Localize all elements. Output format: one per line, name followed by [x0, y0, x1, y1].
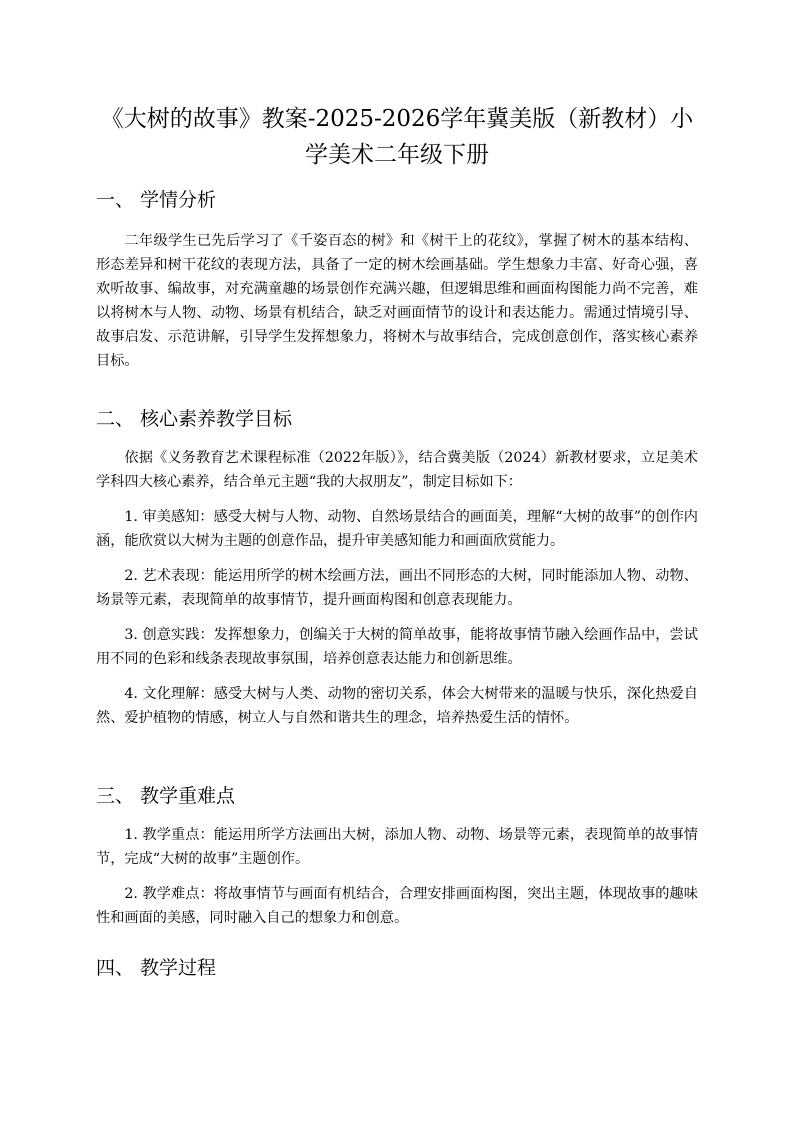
paragraph-goal-expression: 2. 艺术表现：能运用所学的树木绘画方法，画出不同形态的大树，同时能添加人物、动物、场景等元素，表现简单的故事情节，提升画面构图和创意表现能力。: [96, 568, 698, 608]
document-title: 《大树的故事》教案-2025-2026学年冀美版（新教材）小学美术二年级下册: [100, 106, 694, 168]
paragraph-goal-practice: 3. 创意实践：发挥想象力，创编关于大树的简单故事，能将故事情节融入绘画作品中，尝试用不同的色彩和线条表现故事氛围，培养创意表达能力和创新思维。: [96, 627, 698, 667]
paragraph-goal-aesthetic: 1. 审美感知：感受大树与人物、动物、自然场景结合的画面美，理解“大树的故事”的创作内涵，能欣赏以大树为主题的创意作品，提升审美感知能力和画面欣赏能力。: [96, 509, 698, 549]
paragraph-goal-culture: 4. 文化理解：感受大树与人类、动物的密切关系，体会大树带来的温暖与快乐，深化热爱自然、爱护植物的情感，树立人与自然和谐共生的理念，培养热爱生活的情怀。: [96, 686, 698, 726]
section-heading-teaching-process: 四、 教学过程: [96, 957, 217, 979]
section-heading-key-points: 三、 教学重难点: [96, 785, 236, 807]
paragraph-goals-intro: 依据《义务教育艺术课程标准（2022年版）》，结合冀美版（2024）新教材要求，立足美术学科四大核心素养，结合单元主题“我的大叔朋友”，制定目标如下：: [96, 450, 698, 490]
paragraph-learning-analysis: 二年级学生已先后学习了《千姿百态的树》和《树干上的花纹》，掌握了树木的基本结构、形态差异和树干花纹的表现方法，具备了一定的树木绘画基础。学生想象力丰富、好奇心强，喜欢听故事、编故事，对充满童趣的场景创作充满兴趣，但逻辑思维和画面构图能力尚不完善，难以将树木与人物、动物、场景有机结合，缺乏对画面情节的设计和表达能力。需通过情境引导、故事启发、示范讲解，引导学生发挥想象力，将树木与故事结合，完成创意创作，落实核心素养目标。: [96, 233, 698, 369]
section-heading-core-goals: 二、 核心素养教学目标: [96, 408, 293, 430]
section-heading-learning-analysis: 一、 学情分析: [96, 189, 217, 211]
paragraph-key-point: 1. 教学重点：能运用所学方法画出大树，添加人物、动物、场景等元素，表现简单的故事情节，完成“大树的故事”主题创作。: [96, 827, 698, 867]
paragraph-difficult-point: 2. 教学难点：将故事情节与画面有机结合，合理安排画面构图，突出主题，体现故事的趣味性和画面的美感，同时融入自己的想象力和创意。: [96, 886, 698, 926]
